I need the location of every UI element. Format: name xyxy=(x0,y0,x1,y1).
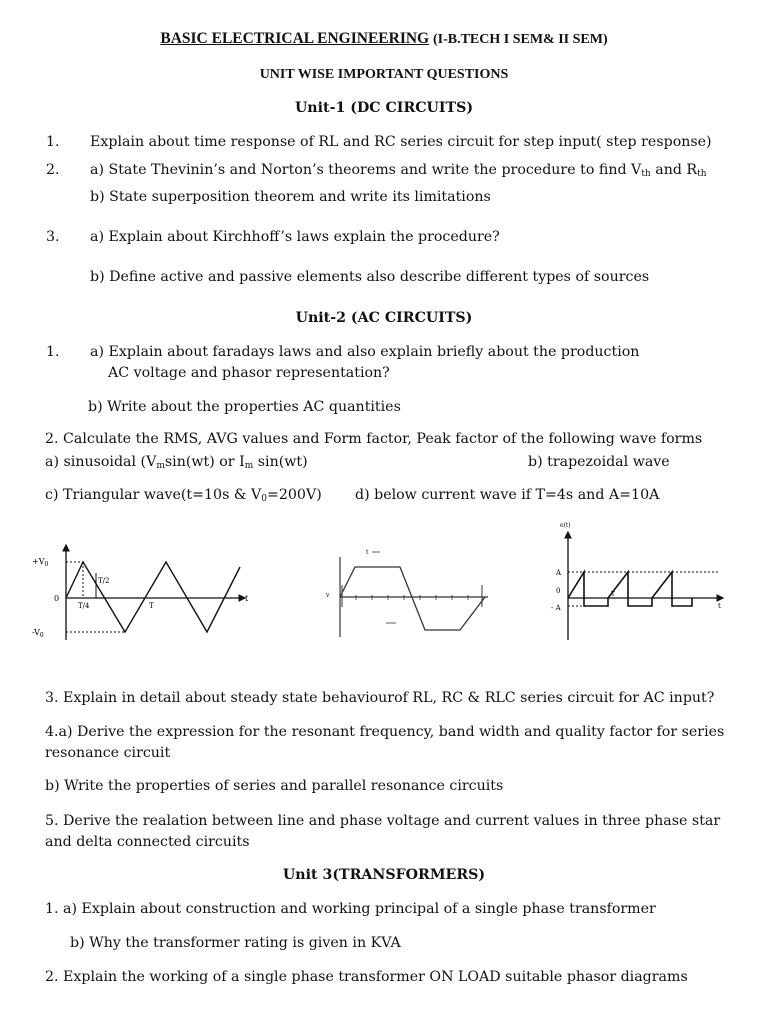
square-wave-figure xyxy=(548,518,738,643)
tri-label-quarter: T/4 xyxy=(78,602,90,610)
unit2-q2c-sub: 0 xyxy=(261,494,267,504)
unit2-heading: Unit-2 (AC CIRCUITS) xyxy=(295,310,473,326)
unit1-q2b-text: b) State superposition theorem and write its limitations xyxy=(90,189,491,205)
unit2-q1-number: 1. xyxy=(46,344,60,360)
sq-waveform xyxy=(568,572,692,606)
sq-label-e: e(t) xyxy=(560,522,571,529)
unit1-q2a-and: and R xyxy=(650,162,698,178)
document-subtitle: UNIT WISE IMPORTANT QUESTIONS xyxy=(259,67,509,82)
unit3-heading: Unit 3(TRANSFORMERS) xyxy=(282,867,486,883)
unit1-q3-number: 3. xyxy=(46,229,60,245)
unit2-q2-text: 2. Calculate the RMS, AVG values and Form factor, Peak factor of the following wave forms xyxy=(45,431,703,447)
title-suffix: (I-B.TECH I SEM& II SEM) xyxy=(432,32,608,47)
tri-label-pos-peak: $+V_0$ xyxy=(32,557,49,568)
unit2-q2d-text: d) below current wave if T=4s and A=10A xyxy=(355,487,660,503)
sq-label-t: t xyxy=(718,602,721,610)
triangular-wave-figure xyxy=(30,535,265,650)
sq-label-A: A xyxy=(556,569,562,577)
unit2-q2a-mid: sin(wt) or I xyxy=(164,454,245,470)
sq-label-negA: - A xyxy=(551,604,561,612)
unit2-q2a-sub-vm: m xyxy=(156,461,165,471)
trap-label-t: t xyxy=(366,549,369,556)
unit2-q2a-sub-im: m xyxy=(244,461,254,471)
unit2-q1a-line2: AC voltage and phasor representation? xyxy=(108,365,390,381)
trapezoidal-wave-figure xyxy=(320,545,495,640)
unit2-q1b-text: b) Write about the properties AC quantities xyxy=(88,399,401,415)
unit2-q4a-line2: resonance circuit xyxy=(45,745,171,761)
unit2-q5-line1: 5. Derive the realation between line and phase voltage and current values in three phase star xyxy=(45,813,721,829)
unit3-q1b-text: b) Why the transformer rating is given in KVA xyxy=(70,935,401,951)
unit1-q3b-text: b) Define active and passive elements also describe different types of sources xyxy=(90,269,650,285)
tri-label-zero: 0 xyxy=(54,594,60,603)
unit1-q2-number: 2. xyxy=(46,162,60,178)
unit2-q2a-pre: a) sinusoidal (V xyxy=(45,454,157,470)
tri-label-period: T xyxy=(149,602,154,610)
unit1-q2a-text xyxy=(90,162,707,179)
unit1-q2a-main: a) State Thevinin’s and Norton’s theorems and write the procedure to find V xyxy=(90,162,642,178)
tri-label-t: t xyxy=(245,594,249,603)
unit2-q4a-line1: 4.a) Derive the expression for the resonant frequency, band width and quality factor for series xyxy=(45,724,725,740)
unit2-q5-line2: and delta connected circuits xyxy=(45,834,250,850)
unit2-q3-text: 3. Explain in detail about steady state behaviourof RL, RC & RLC series circuit for AC input? xyxy=(45,690,715,706)
unit2-q2c-pre: c) Triangular wave(t=10s & V xyxy=(45,487,262,503)
trap-label-y: v xyxy=(326,592,330,599)
unit1-q1-text: Explain about time response of RL and RC series circuit for step input( step response) xyxy=(90,134,712,150)
unit2-q2c-text xyxy=(45,487,322,504)
unit3-q2-text: 2. Explain the working of a single phase transformer ON LOAD suitable phasor diagrams xyxy=(45,969,688,985)
title-main: BASIC ELECTRICAL ENGINEERING xyxy=(160,30,430,47)
tri-label-half: T/2 xyxy=(98,577,110,585)
tri-waveform xyxy=(66,562,240,632)
unit2-q2c-post: =200V) xyxy=(266,487,322,503)
document-title xyxy=(0,30,768,48)
sq-label-zero: 0 xyxy=(556,587,561,595)
unit1-q2a-sub-vth: th xyxy=(641,169,651,179)
unit1-q1-number: 1. xyxy=(46,134,60,150)
unit2-q2a-text xyxy=(45,454,308,471)
unit1-heading: Unit-1 (DC CIRCUITS) xyxy=(294,100,474,116)
unit2-q1a-line1: a) Explain about faradays laws and also explain briefly about the production xyxy=(90,344,640,360)
tri-label-neg-peak: $-V_0$ xyxy=(32,628,44,639)
sq-label-T: T xyxy=(611,591,616,598)
unit2-q2b-text: b) trapezoidal wave xyxy=(528,454,670,470)
unit1-q2a-sub-rth: th xyxy=(697,169,707,179)
unit2-q4b-text: b) Write the properties of series and parallel resonance circuits xyxy=(45,778,504,794)
unit2-q2a-post: sin(wt) xyxy=(253,454,308,470)
unit1-q3a-text: a) Explain about Kirchhoff’s laws explain the procedure? xyxy=(90,229,500,245)
unit3-q1a-text: 1. a) Explain about construction and working principal of a single phase transformer xyxy=(45,901,656,917)
trap-waveform xyxy=(340,567,485,630)
